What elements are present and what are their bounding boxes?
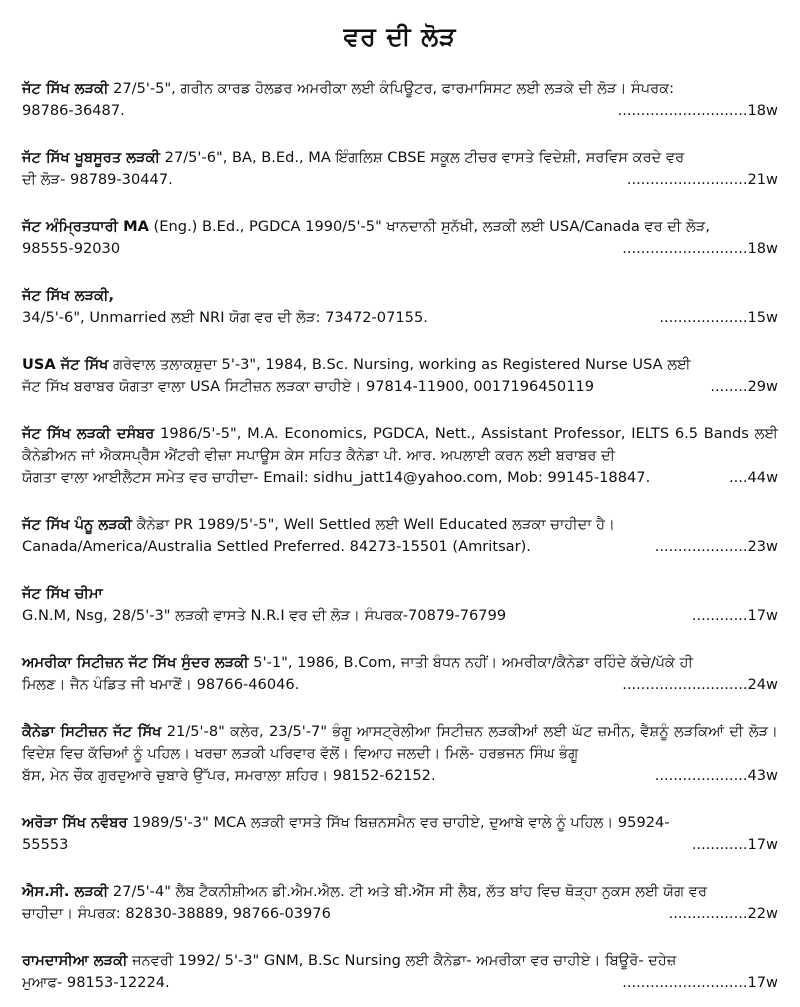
ad-heading: ਜੱਟ ਸਿੱਖ ਖੂਬਸੂਰਤ ਲੜਕੀ xyxy=(22,149,161,166)
ad-heading: USA ਜੱਟ ਸਿੱਖ xyxy=(22,356,109,373)
ad-text: 27/5'-6", BA, B.Ed., MA ਇੰਗਲਿਸ਼ CBSE ਸਕੂਲ ਟੀਚਰ ਵਾਸਤੇ ਵਿਦੇਸ਼ੀ, ਸਰਵਿਸ ਕਰਦੇ ਵਰ xyxy=(160,149,685,166)
ad-contact-text: ਯੋਗਤਾ ਵਾਲਾ ਆਈਲੈਟਸ ਸਮੇਤ ਵਰ ਚਾਹੀਦਾ- Email: sidhu_jatt14@yahoo.com, Mob: 99145-18847. xyxy=(22,469,651,486)
ad-text: 21/5'-8" ਕਲੇਰ, 23/5'-7" ਭੰਗੂ ਆਸਟ੍ਰੇਲੀਆ ਸਿਟੀਜ਼ਨ ਲੜਕੀਆਂ ਲਈ ਘੱਟ ਜ਼ਮੀਨ, ਵੈਸ਼ਨੂੰ ਲੜਕਿਆਂ ਦੀ ਲੋੜ। ਵਿਦੇਸ਼ ਵਿਚ ਕੱਚਿਆਂ ਨੂੰ ਪਹਿਲ। ਖਰਚਾ ਲੜਕੀ ਪਰਿਵਾਰ ਵੱਲੋਂ। ਵਿਆਹ ਜਲਦੀ। ਮਿਲੋ- ਹਰਭਜਨ ਸਿੰਘ ਭੰਗੂ xyxy=(22,723,778,762)
ad-last-line xyxy=(22,238,778,260)
ad-text: 5'-1", 1986, B.Com, ਜਾਤੀ ਬੰਧਨ ਨਹੀਂ। ਅਮਰੀਕਾ/ਕੈਨੇਡਾ ਰਹਿੰਦੇ ਕੱਚੇ/ਪੱਕੇ ਹੀ xyxy=(248,654,693,671)
ad-word-count-code: ........29w xyxy=(710,378,778,395)
ad-text: 1986/5'-5", M.A. Economics, PGDCA, Nett., Assistant Professor, IELTS 6.5 Bands ਲਈ ਕੈਨੇਡੀਅਨ ਜਾਂ ਐਕਸਪ੍ਰੈੱਸ ਐਂਟਰੀ ਵੀਜ਼ਾ ਸਪਾਊਸ ਕੇਸ ਸਹਿਤ ਕੈਨੇਡਾ ਪੀ. ਆਰ. ਅਪਲਾਈ ਕਰਨ ਲਈ ਬਰਾਬਰ ਦੀ xyxy=(22,425,778,464)
ad-last-line xyxy=(22,376,778,398)
ad-listing xyxy=(22,354,778,398)
ad-last-line xyxy=(22,765,778,787)
ad-word-count-code: .................22w xyxy=(668,905,778,922)
ad-contact-text: ਜੱਟ ਸਿੱਖ ਬਰਾਬਰ ਯੋਗਤਾ ਵਾਲਾ USA ਸਿਟੀਜ਼ਨ ਲੜਕਾ ਚਾਹੀਏ। 97814-11900, 0017196450119 xyxy=(22,378,595,395)
ad-contact-text: ਮਿਲਣ। ਜੈਨ ਪੰਡਿਤ ਜੀ ਖਮਾਣੋਂ। 98766-46046. xyxy=(22,676,300,693)
ad-listing xyxy=(22,881,778,925)
ad-listing xyxy=(22,652,778,696)
ad-listing xyxy=(22,423,778,489)
ad-word-count-code: ....................23w xyxy=(654,538,778,555)
ad-heading: ਐਸ.ਸੀ. ਲੜਕੀ xyxy=(22,883,109,900)
ad-text: 27/5'-4" ਲੈਬ ਟੈਕਨੀਸ਼ੀਅਨ ਡੀ.ਐਮ.ਐਲ. ਟੀ ਅਤੇ ਬੀ.ਐੱਸ ਸੀ ਲੈਬ, ਲੱਤ ਬਾਂਹ ਵਿਚ ਥੋੜ੍ਹਾ ਨੁਕਸ ਲਈ ਯੋਗ ਵਰ xyxy=(108,883,707,900)
ad-listing xyxy=(22,78,778,122)
ad-listing xyxy=(22,721,778,787)
ad-contact-text: 34/5'-6", Unmarried ਲਈ NRI ਯੋਗ ਵਰ ਦੀ ਲੋੜ: 73472-07155. xyxy=(22,309,428,326)
ad-heading: ਜੱਟ ਸਿੱਖ ਲੜਕੀ, xyxy=(22,287,115,304)
ad-heading: ਜੱਟ ਅੰਮ੍ਰਿਤਧਾਰੀ MA xyxy=(22,218,149,235)
ad-contact-text: ਬੱਸ, ਮੇਨ ਚੌਕ ਗੁਰਦੁਆਰੇ ਚੁਬਾਰੇ ਉੱਪਰ, ਸਮਰਾਲਾ ਸ਼ਹਿਰ। 98152-62152. xyxy=(22,767,436,784)
ad-last-line xyxy=(22,674,778,696)
ad-word-count-code: ...................15w xyxy=(659,309,778,326)
ad-contact-text: 98786-36487. xyxy=(22,102,125,119)
ad-heading: ਜੱਟ ਸਿੱਖ ਲੜਕੀ xyxy=(22,80,109,97)
ad-contact-text: ਚਾਹੀਦਾ। ਸੰਪਰਕ: 82830-38889, 98766-03976 xyxy=(22,905,331,922)
ad-last-line xyxy=(22,307,778,329)
ad-last-line xyxy=(22,834,778,856)
ad-text: ਗਰੇਵਾਲ ਤਲਾਕਸ਼ੁਦਾ 5'-3", 1984, B.Sc. Nursing, working as Registered Nurse USA ਲਈ xyxy=(108,356,691,373)
ad-heading: ਜੱਟ ਸਿੱਖ ਪੰਨੂ ਲੜਕੀ xyxy=(22,516,133,533)
ad-word-count-code: ...........................24w xyxy=(622,676,778,693)
ad-contact-text: G.N.M, Nsg, 28/5'-3" ਲੜਕੀ ਵਾਸਤੇ N.R.I ਵਰ ਦੀ ਲੋੜ। ਸੰਪਰਕ-70879-76799 xyxy=(22,607,507,624)
ad-text: ਜਨਵਰੀ 1992/ 5'-3" GNM, B.Sc Nursing ਲਈ ਕੈਨੇਡਾ- ਅਮਰੀਕਾ ਵਰ ਚਾਹੀਏ। ਬਿਊਰੋ- ਦਹੇਜ਼ xyxy=(127,952,677,969)
ad-text: 27/5'-5", ਗਰੀਨ ਕਾਰਡ ਹੋਲਡਰ ਅਮਰੀਕਾ ਲਈ ਕੰਪਿਊਟਰ, ਫਾਰਮਾਸਿਸਟ ਲਈ ਲੜਕੇ ਦੀ ਲੋੜ। ਸੰਪਰਕ: xyxy=(108,80,675,97)
ad-last-line xyxy=(22,605,778,627)
ad-listing xyxy=(22,147,778,191)
ad-contact-text: ਮੁਆਫ- 98153-12224. xyxy=(22,974,170,991)
ad-listing xyxy=(22,812,778,856)
ad-last-line xyxy=(22,972,778,994)
ad-last-line xyxy=(22,536,778,558)
ad-last-line xyxy=(22,100,778,122)
ad-text: (Eng.) B.Ed., PGDCA 1990/5'-5" ਖਾਨਦਾਨੀ ਸੁਨੱਖੀ, ਲੜਕੀ ਲਈ USA/Canada ਵਰ ਦੀ ਲੋੜ, xyxy=(148,218,710,235)
ad-word-count-code: ............17w xyxy=(691,607,778,624)
ad-listing xyxy=(22,950,778,994)
ads-list xyxy=(22,78,778,994)
ad-text: 1989/5'-3" MCA ਲੜਕੀ ਵਾਸਤੇ ਸਿੱਖ ਬਿਜ਼ਨਸਮੈਨ ਵਰ ਚਾਹੀਏ, ਦੁਆਬੇ ਵਾਲੇ ਨੂੰ ਪਹਿਲ। 95924- xyxy=(127,814,670,831)
ad-listing xyxy=(22,514,778,558)
ad-word-count-code: ............................18w xyxy=(617,102,778,119)
ad-last-line xyxy=(22,903,778,925)
ad-heading: ਰਾਮਦਾਸੀਆ ਲੜਕੀ xyxy=(22,952,128,969)
ad-contact-text: ਦੀ ਲੋੜ- 98789-30447. xyxy=(22,171,173,188)
ad-text: ਕੈਨੇਡਾ PR 1989/5'-5", Well Settled ਲਈ Well Educated ਲੜਕਾ ਚਾਹੀਦਾ ਹੈ। xyxy=(132,516,615,533)
page-title: ਵਰ ਦੀ ਲੋੜ xyxy=(343,22,457,51)
ad-listing xyxy=(22,583,778,627)
ad-last-line xyxy=(22,467,778,489)
ad-contact-text: Canada/America/Australia Settled Preferred. 84273-15501 (Amritsar). xyxy=(22,538,531,555)
ad-contact-text: 98555-92030 xyxy=(22,240,121,257)
ad-word-count-code: ....................43w xyxy=(654,767,778,784)
ad-word-count-code: ...........................17w xyxy=(622,974,778,991)
ad-word-count-code: ............17w xyxy=(691,836,778,853)
ad-last-line xyxy=(22,169,778,191)
ad-listing xyxy=(22,216,778,260)
ad-heading: ਕੈਨੇਡਾ ਸਿਟੀਜ਼ਨ ਜੱਟ ਸਿੱਖ xyxy=(22,723,162,740)
ad-heading: ਜੱਟ ਸਿੱਖ ਲੜਕੀ ਦਸੰਬਰ xyxy=(22,425,155,442)
ad-word-count-code: ....44w xyxy=(728,469,778,486)
ad-listing xyxy=(22,285,778,329)
ad-contact-text: 55553 xyxy=(22,836,69,853)
ad-word-count-code: ...........................18w xyxy=(622,240,778,257)
ad-heading: ਅਮਰੀਕਾ ਸਿਟੀਜ਼ਨ ਜੱਟ ਸਿੱਖ ਸੁੰਦਰ ਲੜਕੀ xyxy=(22,654,249,671)
ad-heading: ਅਰੋੜਾ ਸਿੱਖ ਨਵੰਬਰ xyxy=(22,814,128,831)
ad-heading: ਜੱਟ ਸਿੱਖ ਚੀਮਾ xyxy=(22,585,103,602)
ad-word-count-code: ..........................21w xyxy=(626,171,778,188)
